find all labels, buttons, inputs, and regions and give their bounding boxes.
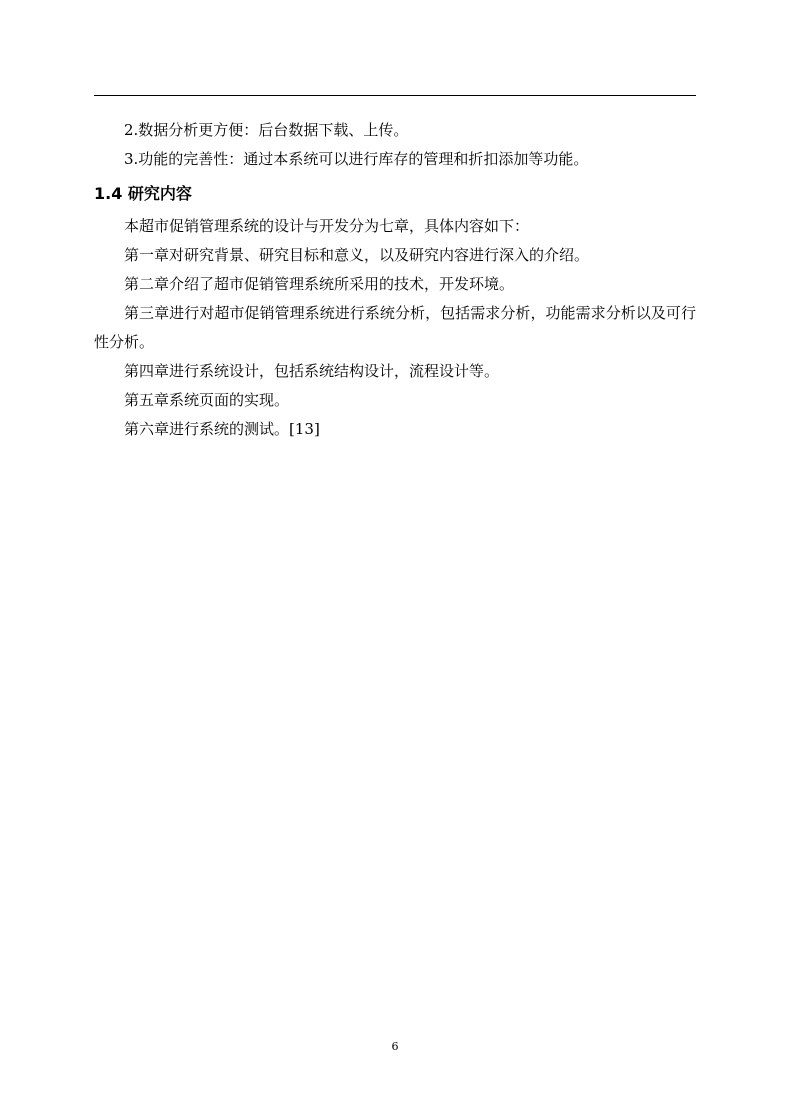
paragraph-chapter-3: 第三章进行对超市促销管理系统进行系统分析，包括需求分析，功能需求分析以及可行性分析。 — [94, 304, 696, 351]
paragraph-overview: 本超市促销管理系统的设计与开发分为七章，具体内容如下： — [124, 217, 530, 235]
paragraph-chapter-4: 第四章进行系统设计，包括系统结构设计，流程设计等。 — [124, 362, 500, 380]
document-body — [94, 116, 696, 444]
section-heading: 1.4 研究内容 — [94, 184, 192, 203]
paragraph-chapter-2: 第二章介绍了超市促销管理系统所采用的技术，开发环境。 — [124, 275, 515, 293]
paragraph-data-analysis: 2.数据分析更方便：后台数据下载、上传。 — [124, 121, 409, 139]
paragraph-functionality: 3.功能的完善性：通过本系统可以进行库存的管理和折扣添加等功能。 — [124, 150, 589, 168]
paragraph-chapter-6: 第六章进行系统的测试。[13] — [124, 420, 320, 438]
header-rule — [94, 95, 696, 96]
page-number: 6 — [391, 1040, 399, 1053]
paragraph-chapter-5: 第五章系统页面的实现。 — [124, 391, 290, 409]
paragraph-chapter-1: 第一章对研究背景、研究目标和意义，以及研究内容进行深入的介绍。 — [124, 246, 590, 264]
